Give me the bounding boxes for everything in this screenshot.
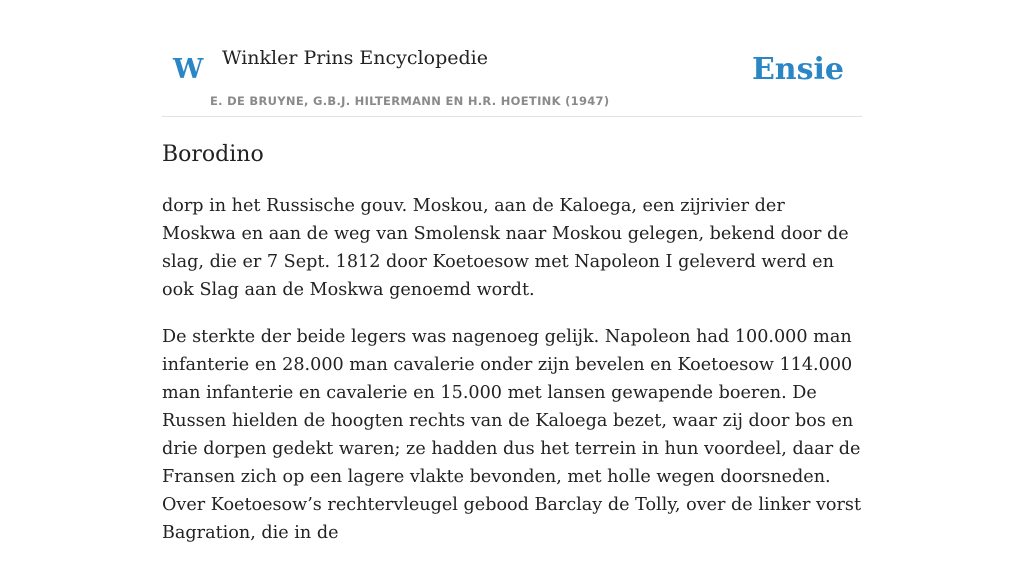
source-authors: E. DE BRUYNE, G.B.J. HILTERMANN EN H.R. HOETINK (1947) xyxy=(210,94,610,108)
article-paragraph: dorp in het Russische gouv. Moskou, aan de Kaloega, een zijrivier der Moskwa en aan de weg van Smolensk naar Moskou gelegen, bekend door de slag, die er 7 Sept. 1812 door Koetoesow met Napoleon I geleverd werd en ook Slag aan de Moskwa genoemd wordt. xyxy=(162,196,849,300)
article-title: Borodino xyxy=(162,142,264,167)
ensie-logo[interactable]: Ensie xyxy=(751,52,844,87)
winkler-prins-logo[interactable]: W xyxy=(173,54,204,85)
article-body xyxy=(162,192,862,566)
source-title[interactable]: Winkler Prins Encyclopedie xyxy=(222,47,488,69)
article-paragraph: De sterkte der beide legers was nagenoeg gelijk. Napoleon had 100.000 man infanterie en 28.000 man cavalerie onder zijn bevelen en Koetoesow 114.000 man infanterie en cavalerie en 15.000 met lansen gewapende boeren. De Russen hielden de hoogten rechts van de Kaloega bezet, waar zij door bos en drie dorpen gedekt waren; ze hadden dus het terrein in hun voordeel, daar de Fransen zich op een lagere vlakte bevonden, met holle wegen doorsneden. Over Koetoesow’s rechtervleugel gebood Barclay de Tolly, over de linker vorst Bagration, die in de xyxy=(162,327,862,543)
source-header xyxy=(162,0,862,117)
